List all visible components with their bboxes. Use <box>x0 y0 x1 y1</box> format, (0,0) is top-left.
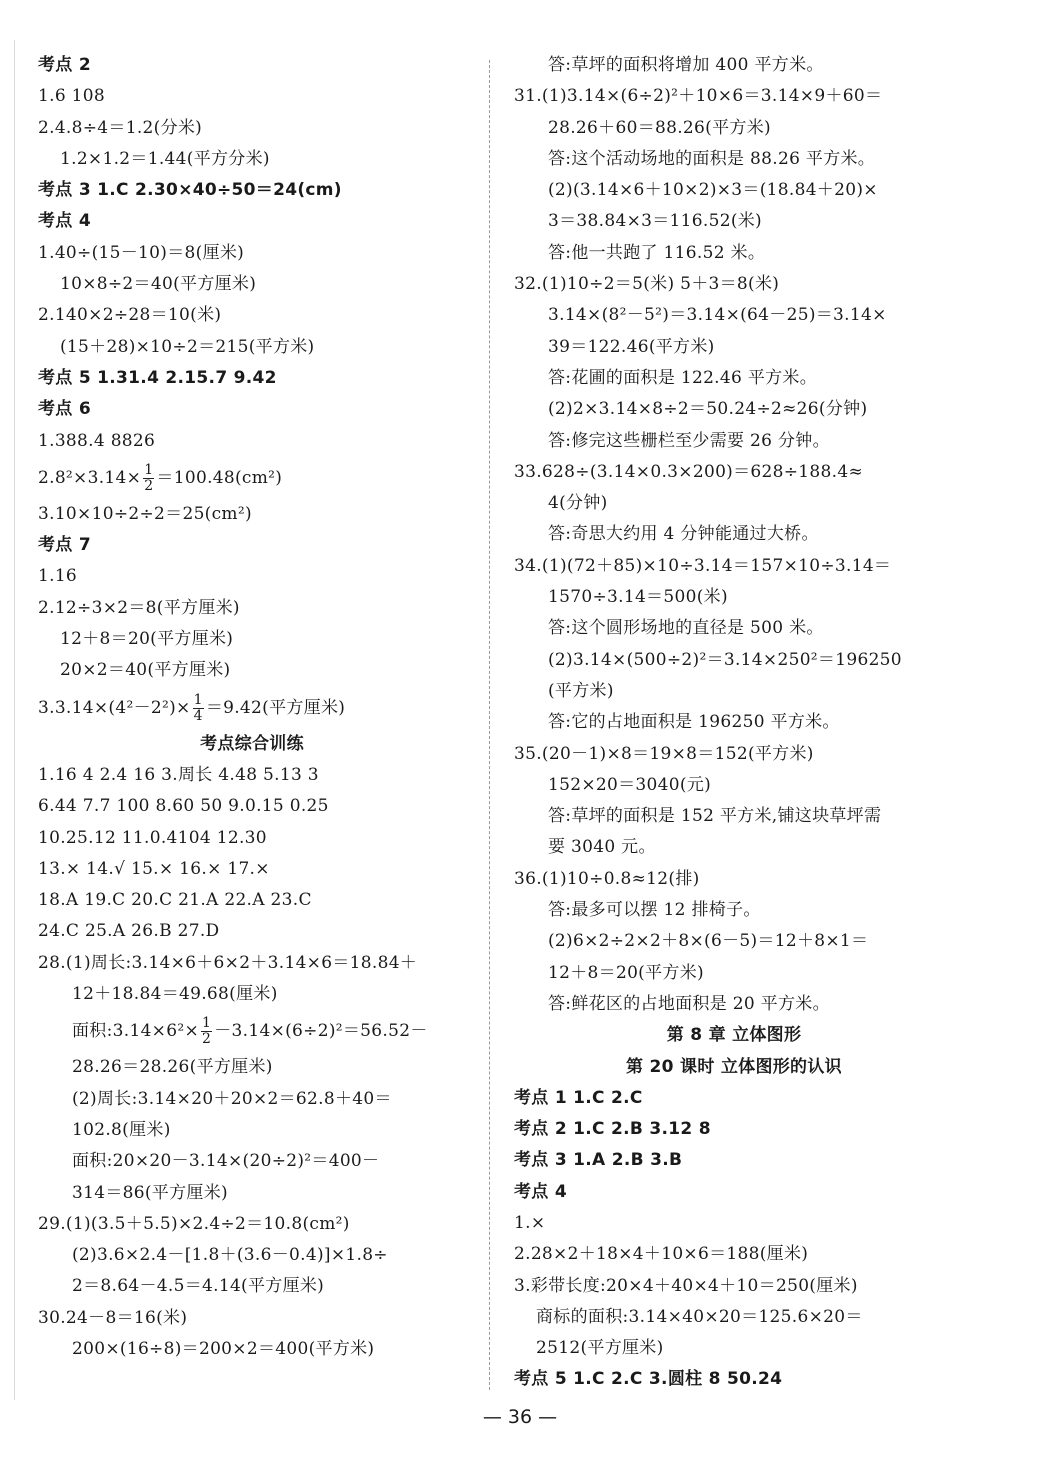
expr-text: 3.3.14×(4²－2²)× <box>38 697 191 718</box>
fraction <box>193 693 204 724</box>
left-line: 13.× 14.√ 15.× 16.× 17.× <box>38 858 270 879</box>
left-line: 10×8÷2＝40(平方厘米) <box>60 274 257 295</box>
right-line: 商标的面积:3.14×40×20＝125.6×20＝ <box>536 1306 863 1327</box>
right-line: 2.28×2＋18×4＋10×6＝188(厘米) <box>514 1244 809 1265</box>
left-line: 314＝86(平方厘米) <box>72 1182 228 1203</box>
left-line: 29.(1)(3.5＋5.5)×2.4÷2＝10.8(cm²) <box>38 1213 350 1234</box>
left-line: 20×2＝40(平方厘米) <box>60 660 231 681</box>
left-line <box>38 1010 466 1052</box>
right-line: 答:草坪的面积将增加 400 平方米。 <box>548 55 824 75</box>
right-line: 1570÷3.14＝500(米) <box>548 587 728 608</box>
right-line: 要 3040 元。 <box>548 837 656 858</box>
left-line: 考点 3 1.C 2.30×40÷50＝24(cm) <box>38 180 342 201</box>
left-line: 1.2×1.2＝1.44(平方分米) <box>60 148 270 169</box>
right-line: (2)(3.14×6＋10×2)×3＝(18.84＋20)× <box>548 180 878 201</box>
expr-text: ＝100.48(cm²) <box>156 467 283 488</box>
right-line: (2)6×2÷2×2＋8×(6－5)＝12＋8×1＝ <box>548 931 869 952</box>
fraction <box>201 1016 212 1047</box>
fraction <box>143 463 154 494</box>
fraction-numerator: 1 <box>193 691 203 708</box>
left-line: 24.C 25.A 26.B 27.D <box>38 921 220 942</box>
right-line: 答:它的占地面积是 196250 平方米。 <box>548 712 840 733</box>
left-line: 10.25.12 11.0.4104 12.30 <box>38 827 267 848</box>
right-column <box>514 50 954 1396</box>
right-line: 答:修完这些栅栏至少需要 26 分钟。 <box>548 430 830 451</box>
right-line: 3＝38.84×3＝116.52(米) <box>548 211 762 232</box>
right-line: 34.(1)(72＋85)×10÷3.14＝157×10÷3.14＝ <box>514 555 892 576</box>
right-line: (2)2×3.14×8÷2＝50.24÷2≈26(分钟) <box>548 399 868 420</box>
fraction-denominator: 4 <box>193 707 203 724</box>
right-line: 答:鲜花区的占地面积是 20 平方米。 <box>548 993 830 1014</box>
right-line: 39＝122.46(平方米) <box>548 336 715 357</box>
left-line <box>38 687 466 729</box>
left-line: 考点 7 <box>38 535 91 556</box>
right-line: 答:草坪的面积是 152 平方米,铺这块草坪需 <box>548 806 882 827</box>
right-line: 第 20 课时 立体图形的认识 <box>626 1056 842 1077</box>
right-line: 答:他一共跑了 116.52 米。 <box>548 242 766 263</box>
expr-text: －3.14×(6÷2)²＝56.52－ <box>214 1021 428 1042</box>
fraction-denominator: 2 <box>144 477 154 494</box>
right-line: 答:这个圆形场地的直径是 500 米。 <box>548 618 824 639</box>
right-line: 答:这个活动场地的面积是 88.26 平方米。 <box>548 148 876 169</box>
left-line: 1.6 108 <box>38 86 105 107</box>
right-line: 考点 4 <box>514 1181 567 1202</box>
left-line: 102.8(厘米) <box>72 1119 171 1140</box>
left-line: 考点 6 <box>38 399 91 420</box>
left-line: 12＋8＝20(平方厘米) <box>60 629 234 650</box>
left-line: 30.24－8＝16(米) <box>38 1307 188 1328</box>
right-line: 考点 1 1.C 2.C <box>514 1087 643 1108</box>
right-line: 28.26＋60＝88.26(平方米) <box>548 117 771 138</box>
right-line: 32.(1)10÷2＝5(米) 5＋3＝8(米) <box>514 274 780 295</box>
right-line: 3.14×(8²－5²)＝3.14×(64－25)＝3.14× <box>548 305 887 326</box>
fraction-denominator: 2 <box>202 1031 212 1048</box>
left-line: 3.10×10÷2÷2＝25(cm²) <box>38 503 252 524</box>
left-line: 考点综合训练 <box>200 733 304 754</box>
right-line: 答:奇思大约用 4 分钟能通过大桥。 <box>548 524 819 545</box>
right-line: 第 8 章 立体图形 <box>666 1025 802 1046</box>
page-edge <box>14 40 15 1400</box>
left-line: 2.4.8÷4＝1.2(分米) <box>38 117 203 138</box>
left-line: 18.A 19.C 20.C 21.A 22.A 23.C <box>38 890 312 911</box>
right-line: (2)3.14×(500÷2)²＝3.14×250²＝196250 <box>548 649 902 670</box>
right-line: 31.(1)3.14×(6÷2)²＋10×6＝3.14×9＋60＝ <box>514 86 883 107</box>
expr-text: ＝9.42(平方厘米) <box>205 697 346 718</box>
right-line: 12＋8＝20(平方米) <box>548 962 704 983</box>
right-line: 1.× <box>514 1212 546 1233</box>
right-line: 考点 3 1.A 2.B 3.B <box>514 1150 683 1171</box>
left-line: 考点 5 1.31.4 2.15.7 9.42 <box>38 367 277 388</box>
fraction-numerator: 1 <box>144 461 154 478</box>
left-column <box>38 50 466 1365</box>
column-divider <box>489 60 490 1390</box>
right-line: 33.628÷(3.14×0.3×200)＝628÷188.4≈ <box>514 461 864 482</box>
page-number: — 36 — <box>482 1406 558 1428</box>
left-line: 面积:20×20－3.14×(20÷2)²＝400－ <box>72 1151 380 1172</box>
left-line: 1.40÷(15－10)＝8(厘米) <box>38 242 245 263</box>
right-line: 考点 2 1.C 2.B 3.12 8 <box>514 1119 711 1140</box>
left-line: 1.388.4 8826 <box>38 430 156 451</box>
fraction-numerator: 1 <box>202 1015 212 1032</box>
expr-text: 2.8²×3.14× <box>38 467 142 488</box>
left-line: 1.16 4 2.4 16 3.周长 4.48 5.13 3 <box>38 764 319 785</box>
left-line <box>38 457 466 499</box>
right-line: 152×20＝3040(元) <box>548 774 712 795</box>
left-line: 28.(1)周长:3.14×6＋6×2＋3.14×6＝18.84＋ <box>38 952 418 973</box>
right-line: 36.(1)10÷0.8≈12(排) <box>514 868 700 889</box>
left-line: 2.12÷3×2＝8(平方厘米) <box>38 597 240 618</box>
left-line: 28.26＝28.26(平方厘米) <box>72 1057 273 1078</box>
left-line: (15＋28)×10÷2＝215(平方米) <box>60 336 315 357</box>
right-line: 2512(平方厘米) <box>536 1338 664 1359</box>
right-line: (平方米) <box>548 680 614 701</box>
left-line: 考点 2 <box>38 55 91 75</box>
right-line: 答:花圃的面积是 122.46 平方米。 <box>548 367 818 388</box>
left-line: (2)周长:3.14×20＋20×2＝62.8＋40＝ <box>72 1088 392 1109</box>
left-line: 1.16 <box>38 566 78 587</box>
right-line: 4(分钟) <box>548 493 608 514</box>
right-line: 答:最多可以摆 12 排椅子。 <box>548 900 761 921</box>
left-line: 12＋18.84＝49.68(厘米) <box>72 984 278 1005</box>
right-line: 考点 5 1.C 2.C 3.圆柱 8 50.24 <box>514 1369 783 1390</box>
right-line: 35.(20－1)×8＝19×8＝152(平方米) <box>514 743 814 764</box>
left-line: 2.140×2÷28＝10(米) <box>38 305 222 326</box>
left-line: 2＝8.64－4.5＝4.14(平方厘米) <box>72 1276 325 1297</box>
right-line: 3.彩带长度:20×4＋40×4＋10＝250(厘米) <box>514 1275 858 1296</box>
expr-text: 面积:3.14×6²× <box>72 1021 199 1042</box>
left-line: (2)3.6×2.4－[1.8＋(3.6－0.4)]×1.8÷ <box>72 1245 388 1266</box>
left-line: 6.44 7.7 100 8.60 50 9.0.15 0.25 <box>38 796 329 817</box>
left-line: 考点 4 <box>38 211 91 232</box>
left-line: 200×(16÷8)＝200×2＝400(平方米) <box>72 1338 375 1359</box>
